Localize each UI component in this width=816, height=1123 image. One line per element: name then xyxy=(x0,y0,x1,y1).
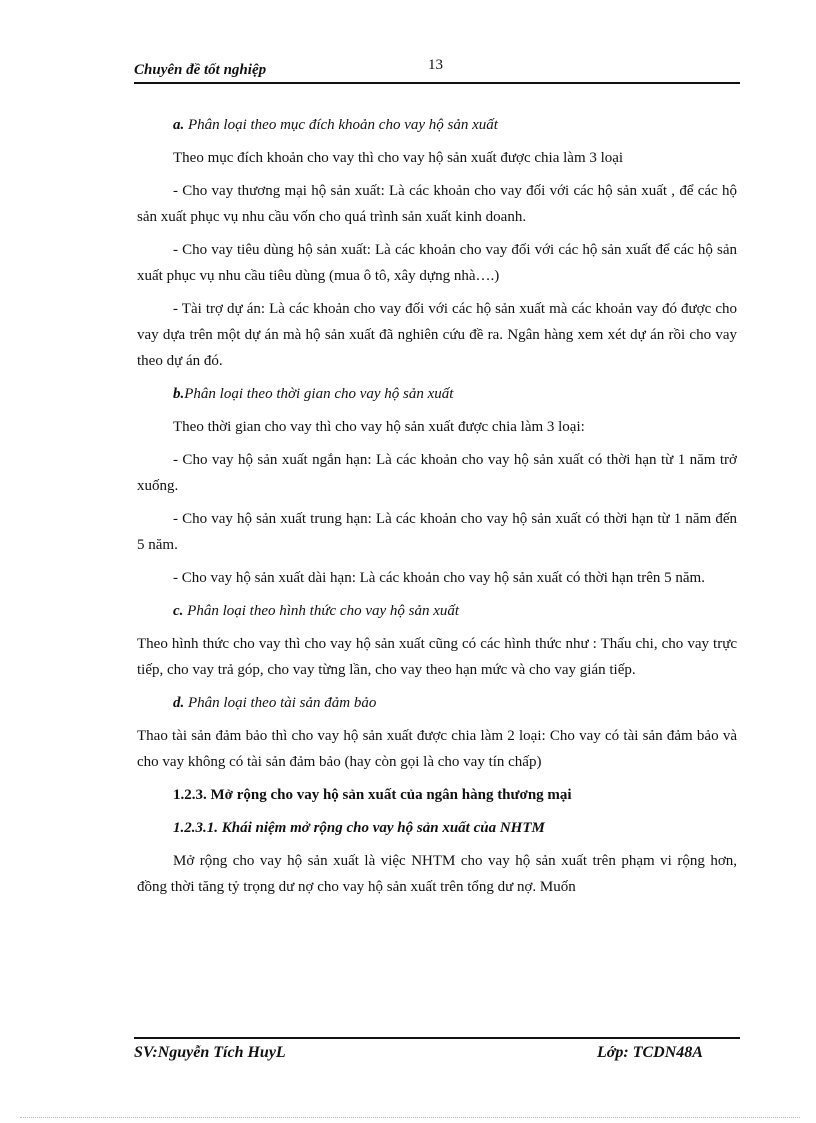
header-title: Chuyên đề tốt nghiệp xyxy=(134,62,267,78)
heading-1-2-3-1: 1.2.3.1. Khái niệm mở rộng cho vay hộ sản xuất của NHTM xyxy=(173,820,545,836)
section-d-body: Thao tài sản đảm bảo thì cho vay hộ sản xuất được chia làm 2 loại: Cho vay có tài sản đảm bảo và cho vay không có tài sản đảm bảo (hay còn gọi là cho vay tín chấp) xyxy=(137,728,737,770)
header-divider xyxy=(134,82,740,84)
section-a-intro: Theo mục đích khoản cho vay thì cho vay hộ sản xuất được chia làm 3 loại xyxy=(173,150,624,166)
section-c-body: Theo hình thức cho vay thì cho vay hộ sản xuất cũng có các hình thức như : Thấu chi, cho vay trực tiếp, cho vay trả góp, cho vay từng lần, cho vay theo hạn mức và cho vay gián tiếp. xyxy=(137,636,737,678)
section-a-mark: a. xyxy=(173,117,185,133)
section-b-item-3: - Cho vay hộ sản xuất dài hạn: Là các khoản cho vay hộ sản xuất có thời hạn trên 5 năm. xyxy=(173,570,705,586)
section-b-intro: Theo thời gian cho vay thì cho vay hộ sản xuất được chia làm 3 loại: xyxy=(173,419,585,435)
section-d-mark: d. xyxy=(173,695,185,711)
section-b-item-2: - Cho vay hộ sản xuất trung hạn: Là các khoản cho vay hộ sản xuất có thời hạn từ 1 năm đến 5 năm. xyxy=(137,511,737,553)
section-c-heading xyxy=(137,598,737,624)
section-b-heading xyxy=(137,381,737,407)
section-a-item-3: - Tài trợ dự án: Là các khoản cho vay đối với các hộ sản xuất mà các khoản vay đó được cho vay dựa trên một dự án mà hộ sản xuất đã nghiên cứu đề ra. Ngân hàng xem xét dự án rồi cho vay theo dự án đó. xyxy=(137,301,737,369)
section-d-title: Phân loại theo tài sản đảm bảo xyxy=(184,695,377,711)
section-b-mark: b. xyxy=(173,386,185,402)
page-number: 13 xyxy=(428,57,443,73)
page-edge-divider xyxy=(20,1117,800,1118)
footer-divider xyxy=(134,1037,740,1039)
footer-class: Lớp: TCDN48A xyxy=(597,1044,703,1061)
footer-student: SV:Nguyễn Tích HuyL xyxy=(134,1044,286,1061)
section-a-title: Phân loại theo mục đích khoản cho vay hộ sản xuất xyxy=(184,117,498,133)
section-a-heading xyxy=(137,112,737,138)
section-a-item-1: - Cho vay thương mại hộ sản xuất: Là các khoản cho vay đối với các hộ sản xuất , để các hộ sản xuất phục vụ nhu cầu vốn cho quá trình sản xuất kinh doanh. xyxy=(137,183,737,225)
section-a-item-2: - Cho vay tiêu dùng hộ sản xuất: Là các khoản cho vay đối với các hộ sản xuất để các hộ sản xuất phục vụ nhu cầu tiêu dùng (mua ô tô, xây dựng nhà….) xyxy=(137,242,737,284)
section-c-mark: c. xyxy=(173,603,184,619)
section-b-title: Phân loại theo thời gian cho vay hộ sản xuất xyxy=(184,386,454,402)
section-d-heading xyxy=(137,690,737,716)
heading-1-2-3: 1.2.3. Mở rộng cho vay hộ sản xuất của ngân hàng thương mại xyxy=(173,787,572,803)
section-c-title: Phân loại theo hình thức cho vay hộ sản xuất xyxy=(183,603,460,619)
section-b-item-1: - Cho vay hộ sản xuất ngắn hạn: Là các khoản cho vay hộ sản xuất có thời hạn từ 1 năm trở xuống. xyxy=(137,452,737,494)
document-body xyxy=(137,112,737,907)
final-paragraph: Mở rộng cho vay hộ sản xuất là việc NHTM cho vay hộ sản xuất trên phạm vi rộng hơn, đồng thời tăng tỷ trọng dư nợ cho vay hộ sản xuất trên tổng dư nợ. Muốn xyxy=(137,853,737,895)
